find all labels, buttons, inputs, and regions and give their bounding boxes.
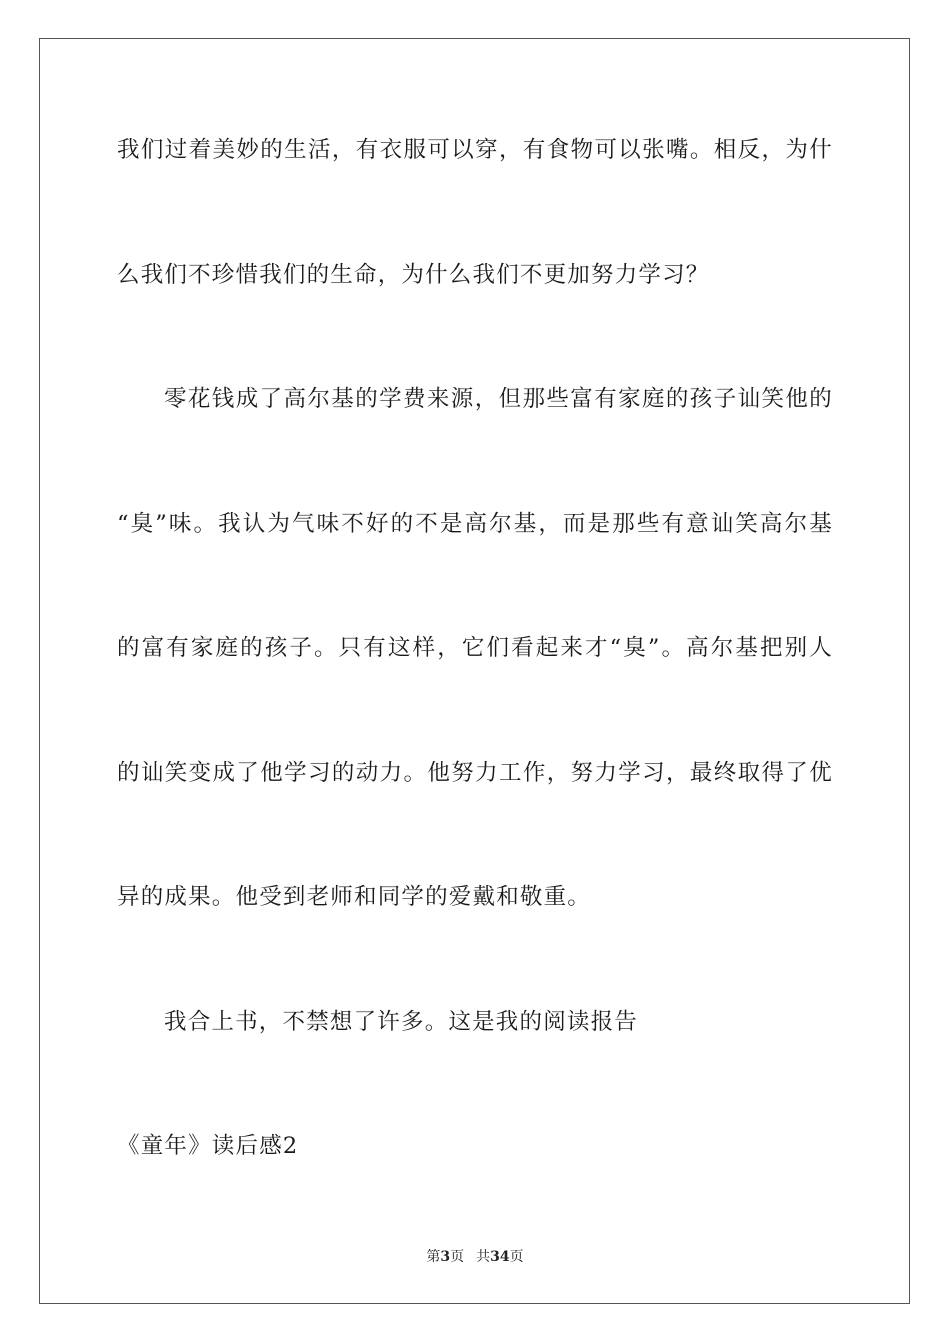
- page-border: [39, 38, 910, 1304]
- footer-page-suffix: 页: [450, 1249, 465, 1265]
- page-footer: [0, 1248, 950, 1266]
- paragraph-2-line-3: 的富有家庭的孩子。只有这样，它们看起来才“臭”。高尔基把别人: [117, 635, 833, 661]
- paragraph-1-line-2: 么我们不珍惜我们的生命，为什么我们不更加努力学习？: [117, 262, 710, 288]
- footer-total-pages: 34: [490, 1249, 510, 1265]
- footer-page-number: 3: [440, 1249, 451, 1265]
- footer-total-prefix: 共: [476, 1249, 491, 1265]
- paragraph-2-line-5: 异的成果。他受到老师和同学的爱戴和敬重。: [117, 884, 592, 910]
- footer-page-prefix: 第: [426, 1249, 441, 1265]
- paragraph-2-line-2: “臭”味。我认为气味不好的不是高尔基，而是那些有意讪笑高尔基: [117, 511, 833, 537]
- paragraph-3-line-1: 我合上书，不禁想了许多。这是我的阅读报告: [164, 1009, 639, 1035]
- paragraph-2-line-1: 零花钱成了高尔基的学费来源，但那些富有家庭的孩子讪笑他的: [164, 386, 833, 412]
- footer-total-suffix: 页: [509, 1249, 524, 1265]
- paragraph-2-line-4: 的讪笑变成了他学习的动力。他努力工作，努力学习，最终取得了优: [117, 760, 833, 786]
- paragraph-1-line-1: 我们过着美妙的生活，有衣服可以穿，有食物可以张嘴。相反，为什: [117, 137, 833, 163]
- section-heading: 《童年》读后感2: [117, 1133, 299, 1159]
